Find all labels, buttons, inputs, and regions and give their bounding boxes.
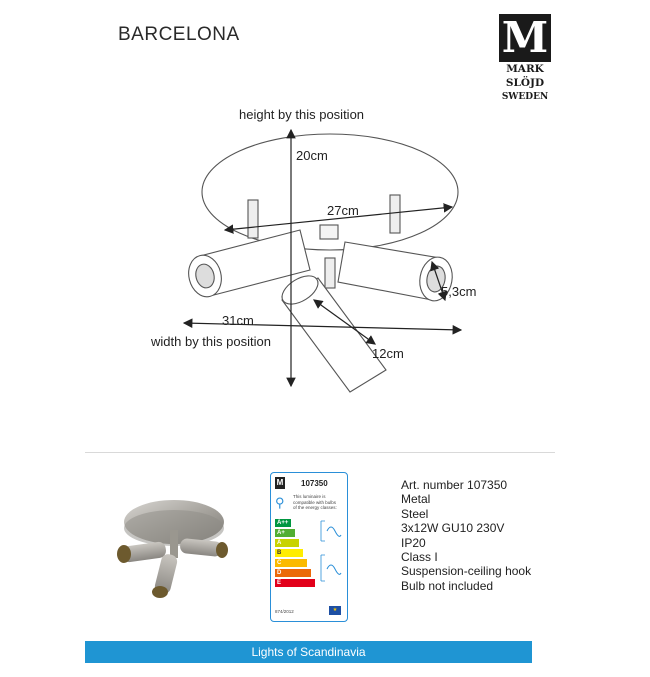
plate-width-dimension: 27cm bbox=[327, 203, 359, 218]
spec-item: 3x12W GU10 230V bbox=[401, 521, 505, 536]
post-left bbox=[248, 200, 258, 238]
footer-text: Lights of Scandinavia bbox=[251, 645, 366, 659]
width-note: width by this position bbox=[151, 334, 271, 349]
spec-item: Suspension-ceiling hook bbox=[401, 564, 532, 579]
energy-label-logo: M bbox=[276, 478, 284, 487]
spec-item: Class I bbox=[401, 550, 438, 565]
lamp-icon: ⚲ bbox=[275, 495, 285, 510]
height-dimension: 20cm bbox=[296, 148, 328, 163]
post-center bbox=[325, 258, 335, 288]
section-divider bbox=[85, 452, 555, 453]
spot-diameter-dimension: 5,3cm bbox=[441, 284, 477, 299]
logo-monogram: M bbox=[499, 14, 551, 62]
width-dimension: 31cm bbox=[222, 313, 254, 328]
energy-class-bar: B bbox=[275, 549, 303, 557]
spec-list bbox=[401, 478, 531, 593]
spot-length-dimension: 12cm bbox=[372, 346, 404, 361]
logo-line-sweden: SWEDEN bbox=[501, 92, 549, 102]
spec-item: Art. number 107350 bbox=[401, 478, 508, 492]
logo-line-mark: MARK bbox=[506, 63, 544, 75]
energy-class-bar: E bbox=[275, 579, 315, 587]
page-title: BARCELONA bbox=[118, 24, 240, 45]
energy-class-bar: D bbox=[275, 569, 311, 577]
energy-label-note: This luminaire is compatible with bulbs of the energy classes: bbox=[293, 494, 337, 510]
footer-bar bbox=[85, 641, 532, 663]
eu-flag-icon: ★ bbox=[329, 606, 341, 615]
spec-item: IP20 bbox=[401, 535, 426, 550]
energy-class-bar: C bbox=[275, 559, 307, 567]
product-photo bbox=[112, 488, 240, 600]
spec-item: Metal bbox=[401, 492, 431, 507]
spec-item: Bulb not included bbox=[401, 578, 494, 593]
energy-class-bar: A++ bbox=[275, 519, 291, 527]
energy-label-regulation: 874/2012 bbox=[275, 609, 294, 614]
height-note: height by this position bbox=[239, 107, 365, 122]
spot-right bbox=[338, 242, 456, 303]
energy-class-bar: A bbox=[275, 539, 299, 547]
energy-class-bar: A+ bbox=[275, 529, 295, 537]
center-hub bbox=[320, 225, 338, 239]
logo-line-slojd: SLÖJD bbox=[505, 77, 545, 89]
spec-item: Steel bbox=[401, 506, 429, 521]
bulb-icons bbox=[317, 517, 343, 589]
post-right bbox=[390, 195, 400, 233]
energy-label-article: 107350 bbox=[301, 479, 328, 488]
energy-label bbox=[270, 472, 348, 622]
